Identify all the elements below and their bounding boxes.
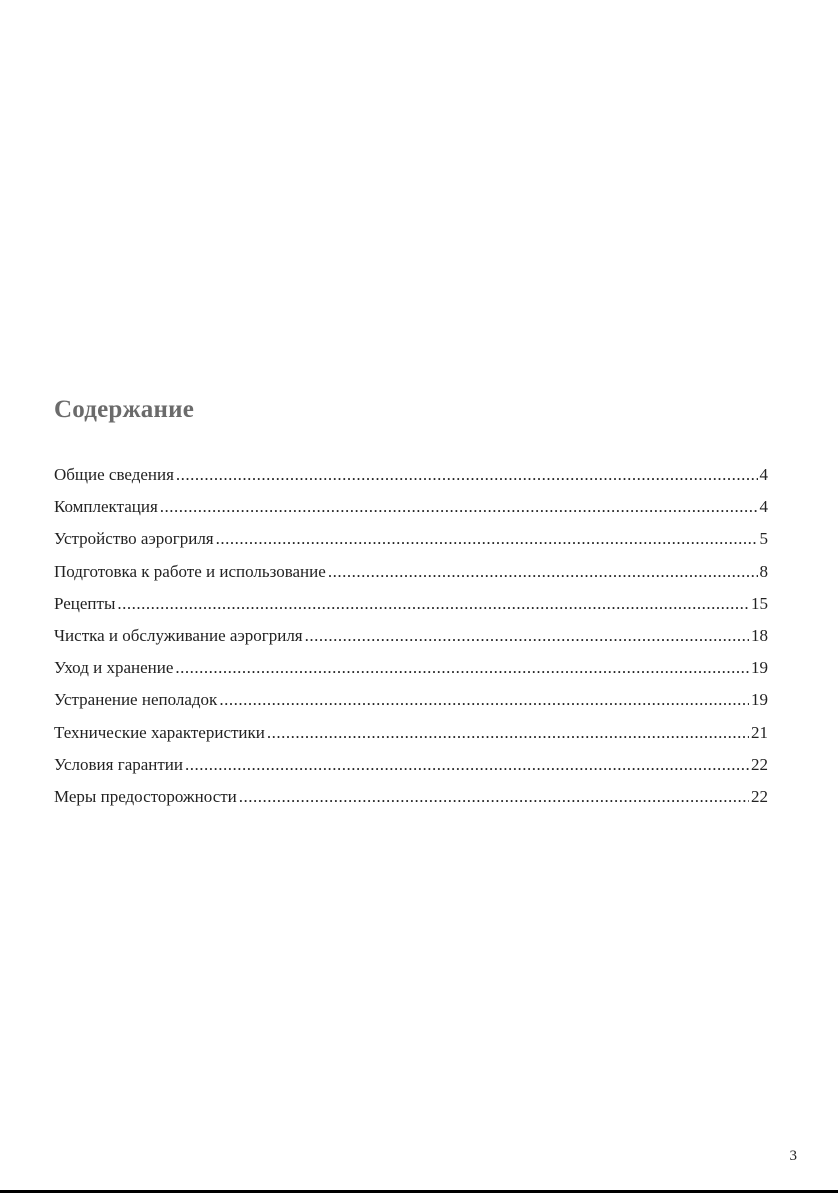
- dot-leader: [160, 495, 758, 519]
- dot-leader: [176, 463, 758, 487]
- toc-entry-page: 15: [751, 593, 768, 613]
- dot-leader: [305, 624, 749, 648]
- contents-title: Содержание: [54, 396, 195, 423]
- toc-entry[interactable]: [54, 656, 768, 688]
- toc-entry-page: 19: [751, 690, 768, 710]
- toc-entry-label: Подготовка к работе и использование: [54, 561, 326, 581]
- dot-leader: [185, 753, 749, 777]
- toc-entry[interactable]: [54, 463, 768, 495]
- toc-entry-label: Устройство аэрогриля: [54, 529, 214, 549]
- dot-leader: [219, 688, 749, 712]
- toc-entry[interactable]: [54, 527, 768, 559]
- dot-leader: [175, 656, 749, 680]
- toc-entry[interactable]: [54, 560, 768, 592]
- dot-leader: [117, 592, 749, 616]
- toc-entry-page: 5: [759, 529, 768, 549]
- dot-leader: [216, 527, 758, 551]
- toc-entry-label: Уход и хранение: [54, 658, 174, 678]
- toc-entry-label: Чистка и обслуживание аэрогриля: [54, 625, 303, 645]
- toc-entry-page: 22: [751, 754, 768, 774]
- toc-entry-label: Условия гарантии: [54, 754, 184, 774]
- toc-entry-label: Меры предосторожности: [54, 786, 237, 806]
- toc-entry-label: Устранение неполадок: [54, 690, 218, 710]
- toc-entry[interactable]: [54, 624, 768, 656]
- toc-entry[interactable]: [54, 688, 768, 720]
- toc-entry-page: 19: [751, 658, 768, 678]
- toc-entry-page: 4: [759, 465, 768, 484]
- toc-entry-page: 8: [759, 561, 768, 581]
- page-number: 3: [789, 1148, 797, 1164]
- toc-entry[interactable]: [54, 495, 768, 527]
- toc-entry-page: 22: [751, 786, 768, 806]
- toc-entry[interactable]: [54, 753, 768, 785]
- toc-entry[interactable]: [54, 721, 768, 753]
- toc-entry[interactable]: [54, 592, 768, 624]
- table-of-contents: [54, 463, 768, 817]
- toc-entry-page: 18: [751, 625, 768, 645]
- dot-leader: [328, 560, 758, 584]
- toc-entry-page: 4: [759, 497, 768, 517]
- dot-leader: [267, 721, 749, 745]
- toc-entry-page: 21: [751, 722, 768, 742]
- toc-entry[interactable]: [54, 785, 768, 817]
- toc-entry-label: Рецепты: [54, 593, 116, 613]
- dot-leader: [239, 785, 749, 809]
- toc-entry-label: Технические характеристики: [54, 722, 265, 742]
- toc-entry-label: Комплектация: [54, 497, 158, 517]
- toc-entry-label: Общие сведения: [54, 465, 174, 484]
